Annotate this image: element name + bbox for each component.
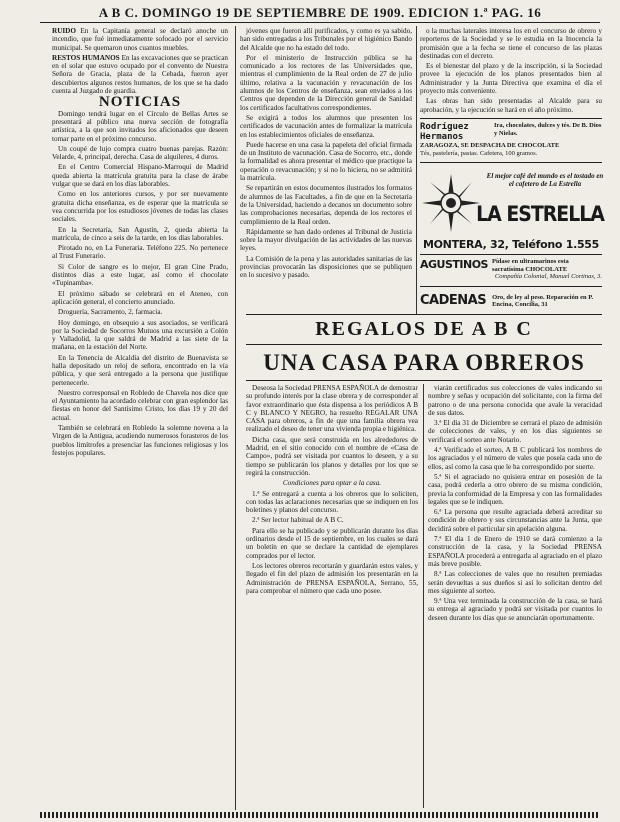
section-rule — [246, 380, 602, 381]
cadenas-ad — [420, 290, 602, 312]
middle-column — [240, 27, 412, 313]
item-text: En la Capitanía general se declaró anoche un incendio, que fué inmediatamente sofocado por el servicio municipal. Se quemaron unos cuantos muebles. — [52, 27, 228, 52]
news-item: o la muchas laterales interesa los en el concurso de obrero y reporteros de la Sociedad y se le estudia en la Inocencia la promisión que a la fecha se tiene el concurso de las plazas destinadas con el decreto. — [420, 27, 602, 60]
ad-rule — [420, 254, 602, 255]
cadenas-name: CADENAS — [420, 292, 487, 308]
rodriguez-line1: Ira, chocolates, dulces y tés. De B. Dios y Nielas. — [494, 122, 602, 137]
item-keyword: RUIDO — [52, 27, 76, 35]
ad-rule — [420, 118, 602, 119]
news-item: Se repartirán en estos documentos ilustrados los formatos de alumnos de las Facultades, a fin de que en la Secretaría de la Universidad, haciendo a decanos un documento sobre las comprobaciones necesarias, dependa de los rectores el cumplimiento de la Real orden. — [240, 184, 412, 226]
cadenas-line: Oro, de ley al peso. Reparación en P. Encina, Concilia, 31 — [492, 293, 594, 308]
column-divider — [235, 26, 236, 810]
rodriguez-line2: ZARAGOZA, SE DESPACHA DE CHOCOLATE — [420, 142, 560, 149]
regalos-paragraph: 9.ª Una vez terminada la construcción de la casa, se hará su entrega al agraciado y podrá ser visitada por cuantos lo deseen durante los días que se anunciarán oportunamente. — [428, 597, 602, 622]
news-item: Las obras han sido presentadas al Alcalde para su aprobación, y la ejecución se hará en el año próximo. — [420, 97, 602, 114]
news-item: En la Tenencia de Alcaldía del distrito de Buenavista se halla depositado un reloj de señora, encontrado en la vía pública, y que será entregado a la persona que justifique pertenecerle. — [52, 353, 228, 387]
rodriguez-ad — [420, 122, 602, 160]
regalos-paragraph: 3.ª El día 31 de Diciembre se cerrará el plazo de admisión de colecciones de vales, y en los días siguientes se verificará el sorteo ante Notario. — [428, 419, 602, 444]
news-item: Es el bienestar del plazo y de la inscripción, si la Sociedad provee la ejecución de los planos presentados bien al Administrador y la Junta Directiva que examina el día el proyecto más conveniente. — [420, 62, 602, 96]
regalos-paragraph: 5.ª Si el agraciado no quisiera entrar en posesión de la casa, podrá cederla a otro obrero de su misma condición, previa la conformidad de la Empresa y con las formalidades legales que se le indiquen. — [428, 472, 602, 506]
agustinos-line2: Compañía Colonial, Manuel Cortinas, 3. — [494, 273, 602, 280]
column-divider — [423, 384, 424, 808]
news-item: Un coupé de lujo compra cuatro buenas parejas. Razón: Velarde, 4, principal, derecha. Casa de alquileres, 4 duros. — [52, 144, 228, 162]
news-item: Domingo tendrá lugar en el Círculo de Bellas Artes se presentará al público una nueva sección de fotografía artística, a la que son invitados los aficionados que deseen tomar parte en el próximo concurso. — [52, 109, 228, 143]
ad-rule — [420, 162, 602, 163]
regalos-paragraph: Dicha casa, que será construida en los alrededores de Madrid, en el sitio conocido con el nombre de «Casa de Campo», podrá ser visitada por cuantos lo deseen, y a su tiempo se publicarán los planos y detalles por los que se regirá la construcción. — [246, 435, 418, 477]
regalos-paragraph: viarán certificados sus colecciones de vales indicando su nombre y señas y ocupación del solicitante, con la firma del patrono o de una persona conocida que avale la veracidad de sus datos. — [428, 384, 602, 417]
news-item-restos — [52, 54, 228, 95]
news-item: Nuestro corresponsal en Robledo de Chavela nos dice que el Ayuntamiento ha acordado celebrar con gran esplendor las fiestas en honor del Santísimo Cristo, los días 19 y 20 del actual. — [52, 388, 228, 422]
news-item: Hoy domingo, en obsequio a sus asociados, se verificará por la Sociedad de Socorros Mutuos una excursión a Colón y Valladolid, la que saldrá de Madrid a las siete de la mañana, en la estación del Norte. — [52, 318, 228, 352]
news-item: También se celebrará en Robledo la solemne novena a la Virgen de la Antigua, acudiendo numerosos forasteros de los pueblos limítrofes a presenciar las funciones religiosas y los festejos populares. — [52, 424, 228, 457]
regalos-subheading: Condiciones para optar a la casa. — [282, 479, 382, 488]
news-item: Droguería, Sacramento, 2, farmacia. — [58, 308, 163, 317]
regalos-paragraph: Para ello se ha publicado y se publicarán durante los días ordinarios desde el 15 de septiembre, en los cuales se dará un boletín en que se declare la cantidad de ejemplares comprados por el lector. — [246, 526, 418, 560]
rodriguez-line3: Tés, pastelería, pastas. Cafetera, 100 gramos. — [420, 149, 538, 157]
news-item: Pirotado no, en La Funeraria. Teléfono 225. No pertenece al Trust Funerario. — [52, 244, 228, 261]
regalos-paragraph: 2.ª Ser lector habitual de A B C. — [252, 516, 344, 525]
news-item: Por el ministerio de Instrucción pública se ha comunicado a los rectores de las Universidades que, mientras el cumplimiento de la Real orden de 27 de julio último, relativa a la vacunación y revacunación de los alumnos de los Centros de enseñanza, sean enviados a los Centros que dependen de la Dirección general de Sanidad los certificados facultativos correspondientes. — [240, 53, 412, 112]
ad-rule — [420, 286, 602, 287]
right-top-column — [420, 27, 602, 117]
regalos-title: REGALOS DE A B C — [315, 318, 533, 340]
regalos-subtitle: UNA CASA PARA OBREROS — [263, 350, 585, 375]
news-item: En el Centro Comercial Hispano-Marroquí de Madrid queda abierta la matrícula gratuita para la clase de árabe vulgar que se dará en los días laborables. — [52, 163, 228, 189]
regalos-paragraph: 6.ª La persona que resulte agraciada deberá acreditar su condición de obrero y sus circunstancias ante la Junta, que decidirá sobre el particular sin apelación alguna. — [428, 508, 602, 533]
news-item-ruido — [52, 27, 228, 52]
news-item: Rápidamente se han dado ordenes al Tribunal de Justicia sobre la mayor divulgación de las actividades de las nuevas leyes. — [240, 227, 412, 253]
regalos-paragraph: 7.ª El día 1 de Enero de 1910 se dará comienzo a la construcción de la casa, y la Sociedad PRENSA ESPAÑOLA procederá a entregarla al agraciado en el plazo más breve posible. — [428, 535, 602, 568]
item-text: En las excavaciones que se practican en el solar que estuvo ocupado por el convento de Nuestra Señora de Gracia, plaza de la Cebada, fueron ayer descubiertos algunos restos humanos, de los que se ha dado cuenta al Juzgado de guardia. — [52, 53, 228, 96]
regalos-paragraph: Deseosa la Sociedad PRENSA ESPAÑOLA de demostrar su profundo interés por la clase obrera y de corresponder al favor extraordinario que ésta dispensa a los periódicos A B C y BLANCO Y NEGRO, ha resuelto REGALAR UNA CASA para obreros, a fin de que una familia obrera vea realizado el deseo de tener una vivienda propia e higiénica. — [246, 384, 418, 434]
agustinos-line1: Pídase en ultramarinos esta sacratísima CHOCOLATE — [491, 258, 569, 273]
news-item: Como en los anteriores cursos, y por ser nuevamente gratuita dicha enseñanza, es de esperar que la matrícula se vea concurrida por los estudiosos jóvenes de todas las clases sociales. — [52, 190, 228, 224]
news-item: jóvenes que fueron allí purificados, y como es ya sabido, han sido entregadas a los Tribunales por el higiénico Bando del Alcalde que no ha estado del todo. — [240, 27, 412, 52]
estrella-tagline: El mejor café del mundo es el tostado en el cafetero de La Estrella — [486, 172, 604, 188]
masthead-rule — [40, 22, 600, 23]
regalos-paragraph: 8.ª Las colecciones de vales que no resulten premiadas serán devueltas a sus dueños si así lo solicitan dentro del mes siguiente al sorteo. — [428, 570, 602, 595]
agustinos-name: AGUSTINOS — [420, 258, 488, 272]
column-divider — [416, 26, 417, 314]
section-rule — [246, 344, 602, 345]
news-item: La Comisión de la pena y las autoridades sanitarias de las provincias provocarán las disposiciones que se publiquen en lo sucesivo y pasado. — [240, 254, 412, 280]
news-item: Se exigirá a todos los alumnos que presenten los certificados de vacunación antes de formalizar la matrícula en los establecimientos oficiales de enseñanza. — [240, 113, 412, 139]
star-emblem-icon — [420, 172, 482, 234]
item-keyword: RESTOS HUMANOS — [52, 53, 120, 62]
estrella-brand: LA ESTRELLA — [476, 202, 604, 226]
agustinos-ad — [420, 258, 602, 286]
section-rule — [246, 314, 602, 315]
regalos-right-column — [428, 384, 602, 810]
estrella-address: MONTERA, 32, Teléfono 1.555 — [422, 238, 600, 251]
regalos-paragraph: Los lectores obreros recortarán y guardarán estos vales, y llegado el fin del plazo de admisión los presentarán en la Administración de PRENSA ESPAÑOLA, Serrano, 55, para comprobar el número que cada uno posee. — [246, 561, 418, 595]
left-column — [52, 27, 228, 809]
rodriguez-name: Rodríguez Hermanos — [420, 122, 469, 142]
news-item: El próximo sábado se celebrará en el Ateneo, con aplicación general, el concierto anunciado. — [52, 289, 228, 306]
noticias-heading: NOTICIAS — [98, 94, 182, 111]
footer-barcode-strip — [40, 812, 600, 818]
news-item: Puede hacerse en una casa la papeleta del oficial firmada de un Instituto de vacunación. Casa de Socorro, etc., donde la formalidad es ahora presentar el médico que practique la operación o revacunación; y si no lo hiciera, no se admitirá la matrícula. — [240, 140, 412, 183]
regalos-left-column — [246, 384, 418, 810]
news-item: En la Secretaría, San Agustín, 2, queda abierta la matrícula, de cinco a seis de la tarde, en los días laborables. — [52, 225, 228, 242]
news-item: Si Color de sangre es lo mejor, El gran Cine Prado, distintos días a este lugar, así como el chocolate «Tupinamba». — [52, 262, 228, 288]
regalos-paragraph: 1.ª Se entregará a cuenta a los obreros que lo soliciten, con todas las aclaraciones necesarias que se indiquen en los boletines y planos del concurso. — [246, 489, 418, 515]
regalos-paragraph: 4.ª Verificado el sorteo, A B C publicará los nombres de los agraciados y el número de vales que poseía cada uno de ellos, así como la casa que le ha correspondido por suerte. — [428, 446, 602, 471]
masthead: A B C. DOMINGO 19 DE SEPTIEMBRE DE 1909. EDICION 1.ª PAG. 16 — [98, 5, 542, 20]
